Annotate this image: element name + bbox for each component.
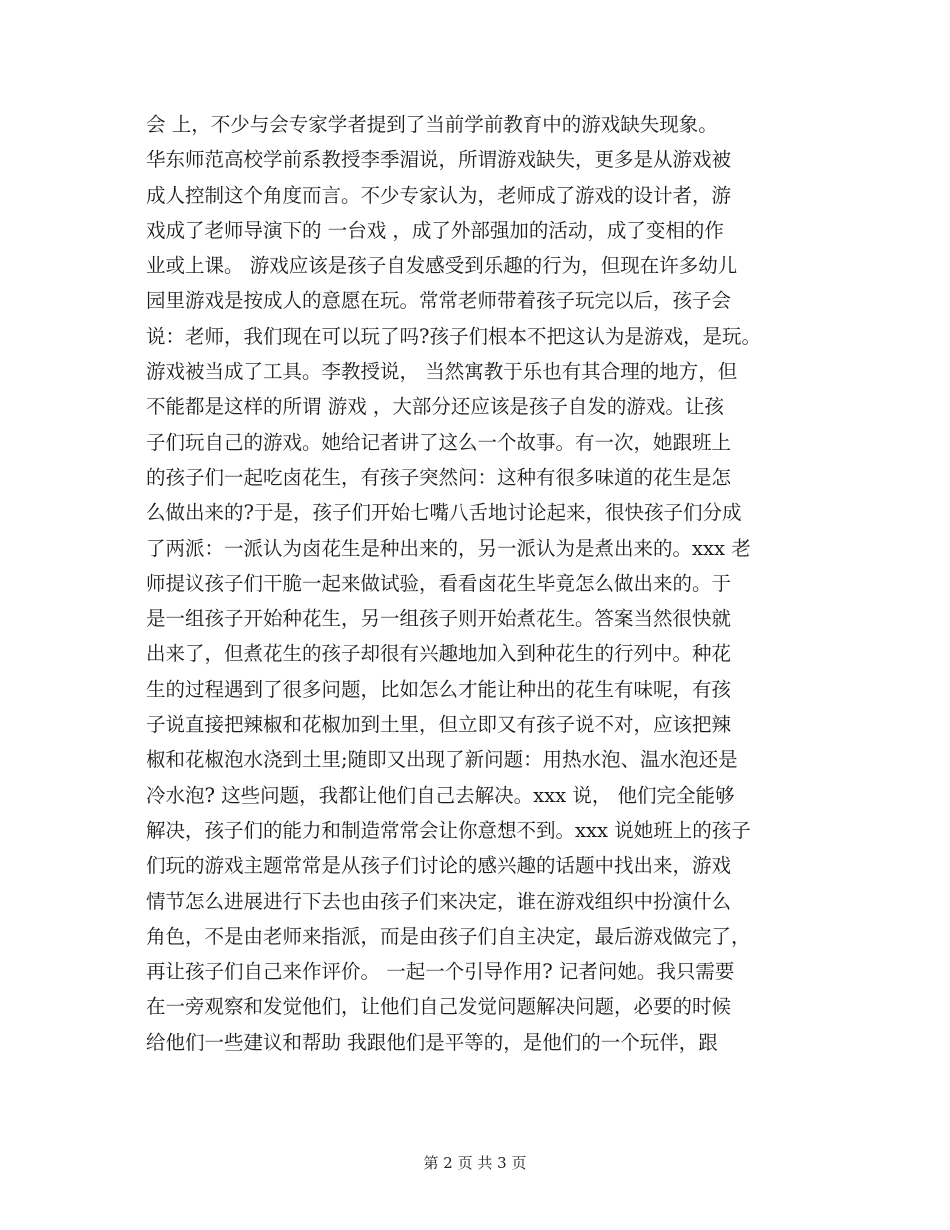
text-line: 业或上课。 游戏应该是孩子自发感受到乐趣的行为，但现在许多幼儿 [146,254,738,278]
text-line: 解决，孩子们的能力和制造常常会让你意想不到。xxx 说她班上的孩子 [146,818,751,842]
text-line: 会 上，不少与会专家学者提到了当前学前教育中的游戏缺失现象。 [146,113,718,136]
text-line: 角色，不是由老师来指派，而是由孩子们自主决定，最后游戏做完了， [146,924,751,948]
text-line: 子们玩自己的游戏。她给记者讲了这么一个故事。有一次，她跟班上 [146,430,732,454]
text-line: 园里游戏是按成人的意愿在玩。常常老师带着孩子玩完以后，孩子会 [146,289,732,313]
text-line: 生的过程遇到了很多问题，比如怎么才能让种出的花生有味呢，有孩 [146,677,732,701]
text-line: 椒和花椒泡水浇到土里;随即又出现了新问题：用热水泡、温水泡还是 [146,748,738,772]
text-line: 么做出来的?于是，孩子们开始七嘴八舌地讨论起来，很快孩子们分成 [146,501,742,525]
text-line: 子说直接把辣椒和花椒加到土里，但立即又有孩子说不对，应该把辣 [146,713,732,737]
body-text [146,107,826,1060]
text-line: 在一旁观察和发觉他们，让他们自己发觉问题解决问题，必要的时候 [146,995,732,1019]
text-line: 不能都是这样的所谓 游戏 ，大部分还应该是孩子自发的游戏。让孩 [146,395,724,419]
text-line: 戏成了老师导演下的 一台戏 ，成了外部强加的活动，成了变相的作 [146,218,724,242]
text-line: 说：老师，我们现在可以玩了吗?孩子们根本不把这认为是游戏，是玩。 [146,324,761,348]
text-line: 们玩的游戏主题常常是从孩子们讨论的感兴趣的话题中找出来，游戏 [146,854,732,878]
text-line: 游戏被当成了工具。李教授说， 当然寓教于乐也有其合理的地方，但 [146,360,738,384]
text-line: 成人控制这个角度而言。不少专家认为，老师成了游戏的设计者，游 [146,183,732,207]
text-line: 师提议孩子们干脆一起来做试验，看看卤花生毕竟怎么做出来的。于 [146,571,732,595]
text-line: 了两派：一派认为卤花生是种出来的，另一派认为是煮出来的。xxx 老 [146,536,751,560]
text-line: 再让孩子们自己来作评价。 一起一个引导作用? 记者问她。我只需要 [146,960,735,984]
page-footer [0,1152,950,1173]
page-number: 第 2 页 共 3 页 [423,1154,527,1172]
text-line: 华东师范高校学前系教授李季湄说，所谓游戏缺失，更多是从游戏被 [146,148,732,172]
text-line: 出来了，但煮花生的孩子却很有兴趣地加入到种花生的行列中。种花 [146,642,732,666]
text-line: 是一组孩子开始种花生，另一组孩子则开始煮花生。答案当然很快就 [146,607,732,631]
text-line: 冷水泡? 这些问题，我都让他们自己去解决。xxx 说， 他们完全能够 [146,783,735,807]
text-line: 情节怎么进展进行下去也由孩子们来决定，谁在游戏组织中扮演什么 [146,889,732,913]
text-line: 的孩子们一起吃卤花生，有孩子突然问：这种有很多味道的花生是怎 [146,465,732,489]
text-line: 给他们一些建议和帮助 我跟他们是平等的，是他们的一个玩伴，跟 [146,1030,718,1054]
